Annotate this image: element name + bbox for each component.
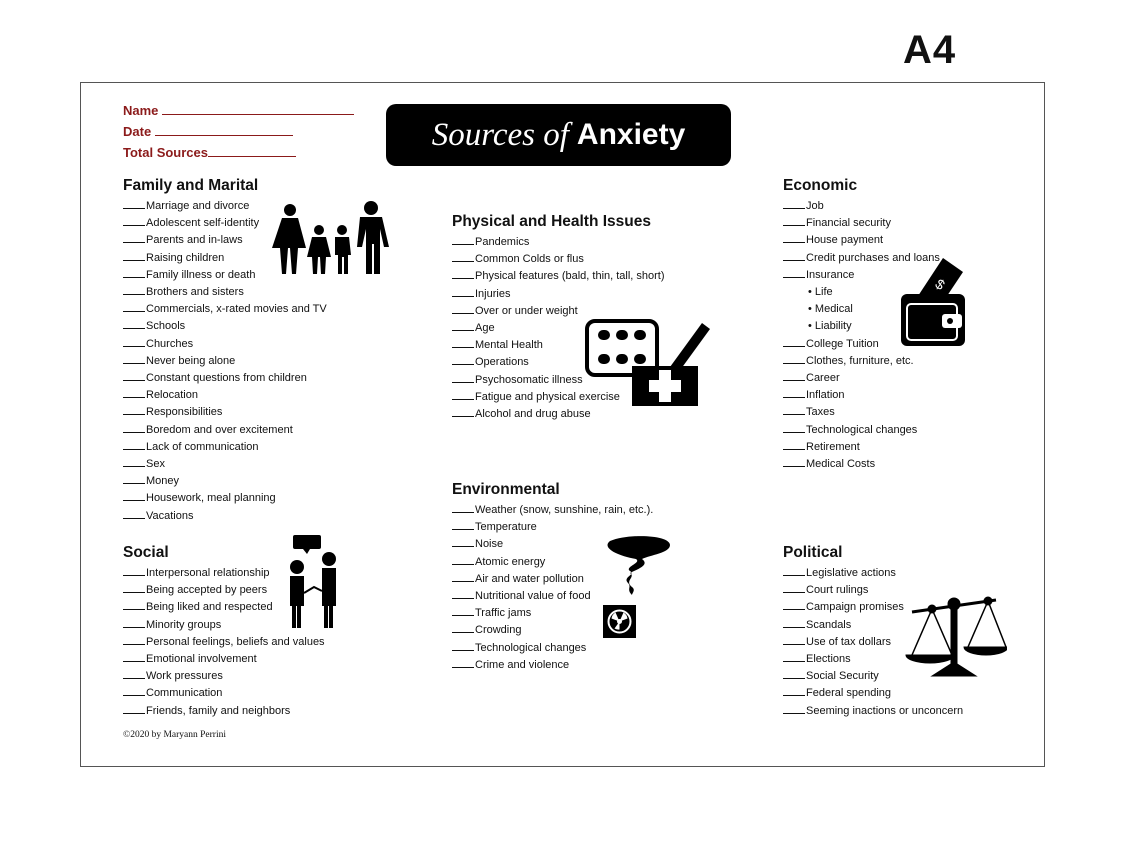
item-label: Insurance — [806, 268, 855, 281]
pills-medical-icon — [584, 316, 714, 408]
answer-blank[interactable] — [452, 251, 474, 262]
checklist-item — [123, 404, 327, 421]
page-title: Sources of Anxiety — [386, 104, 731, 166]
checklist-item — [123, 703, 325, 720]
answer-blank[interactable] — [783, 387, 805, 398]
checklist-item — [783, 439, 940, 456]
item-label: Common Colds or flus — [475, 253, 584, 266]
answer-blank[interactable] — [783, 404, 805, 415]
checklist-item — [783, 387, 940, 404]
item-label: Operations — [475, 356, 529, 369]
item-label: Money — [146, 475, 180, 488]
answer-blank[interactable] — [123, 599, 145, 610]
item-label: Fatigue and physical exercise — [475, 390, 620, 403]
checklist-item — [123, 439, 327, 456]
item-label: Work pressures — [146, 670, 223, 683]
answer-blank[interactable] — [123, 703, 145, 714]
item-label: Minority groups — [146, 618, 222, 631]
item-label: Pandemics — [475, 236, 530, 248]
item-label: Federal spending — [806, 687, 892, 700]
item-label: Atomic energy — [475, 555, 546, 568]
item-label: Court rulings — [806, 584, 869, 597]
worksheet-header — [123, 100, 354, 163]
item-label: Commercials, x-rated movies and TV — [146, 303, 327, 316]
item-label: Elections — [806, 653, 851, 666]
checklist-item — [123, 422, 327, 439]
item-label: Psychosomatic illness — [475, 373, 583, 386]
answer-blank[interactable] — [452, 588, 474, 599]
answer-blank[interactable] — [123, 267, 145, 278]
section-heading: Economic — [783, 177, 858, 194]
checklist-item — [123, 634, 325, 651]
answer-blank[interactable] — [123, 370, 145, 381]
answer-blank[interactable] — [123, 232, 145, 243]
answer-blank[interactable] — [452, 571, 474, 582]
answer-blank[interactable] — [123, 685, 145, 696]
answer-blank[interactable] — [452, 389, 474, 400]
checklist-item — [452, 657, 653, 674]
checklist-item — [123, 473, 327, 490]
answer-blank[interactable] — [783, 198, 805, 209]
answer-blank[interactable] — [123, 404, 145, 415]
answer-blank[interactable] — [123, 508, 145, 519]
item-label: Use of tax dollars — [806, 635, 891, 648]
item-label: Traffic jams — [475, 607, 532, 620]
item-label: • Life — [808, 286, 833, 299]
item-label: Parents and in-laws — [146, 234, 243, 247]
checklist-item — [123, 284, 327, 301]
checklist-item — [452, 406, 665, 423]
answer-blank[interactable] — [123, 301, 145, 312]
answer-blank[interactable] — [783, 685, 805, 696]
checklist-item — [783, 685, 963, 702]
item-label: Responsibilities — [146, 406, 223, 419]
answer-blank[interactable] — [452, 320, 474, 331]
answer-blank[interactable] — [783, 370, 805, 381]
item-label: Lack of communication — [146, 440, 259, 453]
item-label: Being accepted by peers — [146, 584, 268, 597]
answer-blank[interactable] — [452, 640, 474, 651]
answer-blank[interactable] — [123, 582, 145, 593]
date-field[interactable]: Date — [123, 121, 354, 142]
item-label: Mental Health — [475, 339, 543, 352]
item-label: Injuries — [475, 287, 511, 300]
answer-blank[interactable] — [452, 536, 474, 547]
section-heading: Social — [123, 544, 169, 561]
answer-blank[interactable] — [783, 267, 805, 278]
item-label: Noise — [475, 538, 504, 551]
answer-blank[interactable] — [452, 337, 474, 348]
answer-blank[interactable] — [123, 336, 145, 347]
checklist-item — [783, 353, 940, 370]
total-sources-field[interactable]: Total Sources — [123, 142, 354, 163]
answer-blank[interactable] — [123, 651, 145, 662]
answer-blank[interactable] — [783, 634, 805, 645]
item-label: Air and water pollution — [475, 572, 584, 585]
item-label: Relocation — [146, 389, 198, 402]
item-label: Medical Costs — [806, 458, 876, 471]
answer-blank[interactable] — [452, 372, 474, 383]
answer-blank[interactable] — [783, 250, 805, 261]
item-label: Over or under weight — [475, 304, 578, 317]
item-label: Scandals — [806, 618, 852, 631]
answer-blank[interactable] — [123, 456, 145, 467]
checklist-item — [123, 353, 327, 370]
answer-blank[interactable] — [123, 318, 145, 329]
page-size-badge: A4 — [903, 28, 957, 72]
answer-blank[interactable] — [452, 622, 474, 633]
family-icon — [272, 200, 392, 276]
item-label: Raising children — [146, 251, 225, 264]
answer-blank[interactable] — [783, 422, 805, 433]
item-label: Weather (snow, sunshine, rain, etc.). — [475, 504, 654, 516]
checklist-item — [783, 565, 963, 582]
checklist-item — [123, 318, 327, 335]
item-label: Seeming inactions or unconcern — [806, 704, 964, 717]
answer-blank[interactable] — [123, 473, 145, 484]
checklist-item — [452, 251, 665, 268]
answer-blank[interactable] — [123, 250, 145, 261]
checklist-item — [123, 508, 327, 525]
answer-blank[interactable] — [783, 232, 805, 243]
checklist-item — [783, 422, 940, 439]
item-label: Nutritional value of food — [475, 590, 591, 603]
item-label: Communication — [146, 687, 223, 700]
answer-blank[interactable] — [452, 406, 474, 417]
checklist-item — [452, 640, 653, 657]
answer-blank[interactable] — [452, 554, 474, 565]
item-label: Temperature — [475, 521, 537, 534]
item-label: Vacations — [146, 509, 194, 522]
item-label: Boredom and over excitement — [146, 423, 293, 436]
checklist-item — [123, 336, 327, 353]
checklist-item — [452, 519, 653, 536]
answer-blank[interactable] — [452, 502, 474, 513]
item-label: House payment — [806, 234, 884, 247]
answer-blank[interactable] — [452, 268, 474, 279]
item-label: Adolescent self-identity — [146, 217, 260, 230]
item-label: Campaign promises — [806, 601, 904, 614]
item-label: Constant questions from children — [146, 372, 307, 385]
answer-blank[interactable] — [783, 565, 805, 576]
answer-blank[interactable] — [783, 703, 805, 714]
checklist-item — [123, 370, 327, 387]
checklist-item — [452, 286, 665, 303]
tornado-radiation-icon — [600, 535, 672, 640]
people-talking-icon — [285, 533, 340, 633]
answer-blank[interactable] — [123, 634, 145, 645]
svg-text:$: $ — [932, 275, 948, 294]
answer-blank[interactable] — [123, 284, 145, 295]
checklist-item — [783, 404, 940, 421]
item-label: College Tuition — [806, 337, 879, 350]
answer-blank[interactable] — [123, 387, 145, 398]
checklist-item — [123, 301, 327, 318]
checklist-item — [123, 490, 327, 507]
checklist-item — [783, 370, 940, 387]
answer-blank[interactable] — [123, 617, 145, 628]
answer-blank[interactable] — [123, 490, 145, 501]
copyright-footer: ©2020 by Maryann Perrini — [123, 730, 226, 740]
answer-blank[interactable] — [783, 651, 805, 662]
answer-blank[interactable] — [783, 336, 805, 347]
item-label: Credit purchases and loans — [806, 251, 940, 264]
section-heading: Political — [783, 544, 843, 561]
item-label: Sex — [146, 458, 165, 471]
checklist-item — [452, 502, 653, 519]
item-label: Clothes, furniture, etc. — [806, 354, 914, 367]
checklist-item — [452, 268, 665, 285]
item-label: Retirement — [806, 440, 860, 453]
checklist-item — [783, 215, 940, 232]
checklist-item — [123, 651, 325, 668]
name-field[interactable]: Name — [123, 100, 354, 121]
item-label: Crowding — [475, 624, 522, 637]
item-label: Financial security — [806, 217, 891, 230]
section-heading: Environmental — [452, 481, 560, 498]
item-label: Crime and violence — [475, 658, 570, 671]
item-label: Schools — [146, 320, 186, 333]
answer-blank[interactable] — [452, 286, 474, 297]
answer-blank[interactable] — [783, 668, 805, 679]
section-heading: Family and Marital — [123, 177, 259, 194]
item-label: • Medical — [808, 303, 853, 316]
answer-blank[interactable] — [123, 565, 145, 576]
answer-blank[interactable] — [123, 198, 145, 209]
item-label: • Liability — [808, 320, 852, 333]
answer-blank[interactable] — [452, 657, 474, 668]
checklist-item — [783, 198, 940, 215]
item-label: Housework, meal planning — [146, 492, 276, 505]
checklist-item — [783, 456, 940, 473]
item-label: Churches — [146, 337, 194, 350]
item-label: Inflation — [806, 389, 845, 402]
item-label: Emotional involvement — [146, 653, 257, 666]
answer-blank[interactable] — [123, 668, 145, 679]
answer-blank[interactable] — [452, 519, 474, 530]
item-label: Technological changes — [475, 641, 587, 654]
item-label: Social Security — [806, 670, 879, 683]
answer-blank[interactable] — [783, 617, 805, 628]
item-label: Legislative actions — [806, 567, 896, 579]
item-label: Career — [806, 372, 840, 385]
wallet-money-icon — [898, 256, 970, 348]
answer-blank[interactable] — [123, 439, 145, 450]
answer-blank[interactable] — [452, 605, 474, 616]
item-label: Never being alone — [146, 354, 236, 367]
item-label: Being liked and respected — [146, 601, 273, 614]
checklist-item — [452, 234, 665, 251]
answer-blank[interactable] — [123, 422, 145, 433]
item-label: Family illness or death — [146, 268, 256, 281]
item-label: Job — [806, 200, 824, 212]
answer-blank[interactable] — [783, 215, 805, 226]
item-label: Alcohol and drug abuse — [475, 408, 591, 421]
checklist-item — [783, 703, 963, 720]
scales-of-justice-icon — [902, 588, 1007, 680]
checklist-item — [123, 668, 325, 685]
checklist-item — [123, 387, 327, 404]
item-label: Interpersonal relationship — [146, 567, 270, 579]
answer-blank[interactable] — [783, 353, 805, 364]
answer-blank[interactable] — [123, 215, 145, 226]
answer-blank[interactable] — [783, 599, 805, 610]
item-label: Friends, family and neighbors — [146, 704, 291, 717]
checklist-item — [123, 685, 325, 702]
checklist-item — [783, 232, 940, 249]
checklist-item — [123, 456, 327, 473]
answer-blank[interactable] — [783, 456, 805, 467]
answer-blank[interactable] — [123, 353, 145, 364]
item-label: Technological changes — [806, 423, 918, 436]
section-heading: Physical and Health Issues — [452, 213, 652, 230]
item-label: Taxes — [806, 406, 835, 419]
item-label: Personal feelings, beliefs and values — [146, 635, 325, 648]
answer-blank[interactable] — [783, 439, 805, 450]
item-label: Marriage and divorce — [146, 200, 250, 212]
item-label: Brothers and sisters — [146, 286, 244, 299]
answer-blank[interactable] — [452, 354, 474, 365]
answer-blank[interactable] — [452, 303, 474, 314]
item-label: Age — [475, 322, 495, 335]
answer-blank[interactable] — [452, 234, 474, 245]
answer-blank[interactable] — [783, 582, 805, 593]
item-label: Physical features (bald, thin, tall, short) — [475, 270, 665, 283]
